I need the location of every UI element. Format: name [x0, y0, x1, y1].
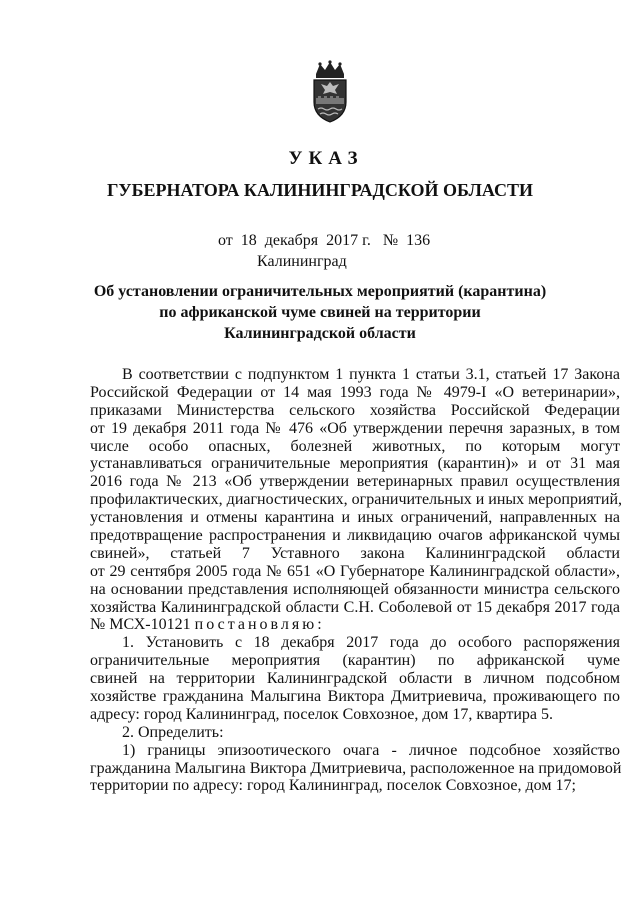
body-line: Российской Федерации от 14 мая 1993 года № 4979-I «О ветеринарии»,	[90, 383, 620, 401]
date-number-line: от 18 декабря 2017 г. № 136	[218, 232, 431, 249]
decree-formula-line	[90, 616, 620, 634]
item-2-heading: 2. Определить:	[122, 723, 224, 741]
item-2-1-line: территории по адресу: город Калининград, поселок Совхозное, дом 17;	[90, 777, 576, 795]
decree-reference: № МСХ-10121	[90, 616, 191, 634]
body-line: на основании представления исполняющей обязанности министра сельского	[90, 580, 620, 598]
item-1-line: свиней на территории Калининградской области в личном подсобном	[90, 670, 620, 688]
issuer-title: ГУБЕРНАТОРА КАЛИНИНГРАДСКОЙ ОБЛАСТИ	[106, 180, 533, 200]
item-1-line: ограничительные мероприятия (карантин) по африканской чуме	[90, 652, 620, 670]
item-1-line: хозяйстве гражданина Малыгина Виктора Дмитриевича, проживающего по	[90, 688, 620, 706]
body-line: свиней», статьей 7 Уставного закона Калининградской области	[90, 544, 620, 562]
body-line: от 29 сентября 2005 года № 651 «О Губернаторе Калининградской области»,	[90, 562, 620, 580]
subject-line: Калининградской области	[224, 325, 416, 342]
body-line: профилактических, диагностических, ограничительных и иных мероприятий,	[90, 491, 622, 509]
body-line: приказами Министерства сельского хозяйства Российской Федерации	[90, 401, 620, 419]
body-line: от 19 декабря 2011 года № 476 «Об утверждении перечня заразных, в том	[90, 419, 620, 437]
document-type-title: УКАЗ	[288, 148, 364, 169]
body-line: числе особо опасных, болезней животных, по которым могут	[90, 437, 620, 455]
subject-line: по африканской чуме свиней на территории	[159, 304, 481, 321]
item-1-line: адресу: город Калининград, поселок Совхозное, дом 17, квартира 5.	[90, 705, 553, 723]
body-line: предотвращение распространения и ликвидацию очагов африканской чумы	[90, 527, 620, 545]
subject-line: Об установлении ограничительных мероприятий (карантина)	[93, 283, 547, 300]
body-line: В соответствии с подпунктом 1 пункта 1 статьи 3.1, статьей 17 Закона	[122, 366, 620, 383]
body-line: хозяйства Калининградской области С.Н. Соболевой от 15 декабря 2017 года	[90, 598, 620, 616]
item-2-1-line: 1) границы эпизоотического очага - личное подсобное хозяйство	[122, 741, 620, 759]
coat-of-arms-icon	[306, 60, 354, 124]
body-line: 2016 года № 213 «Об утверждении ветеринарных правил осуществления	[90, 473, 620, 491]
decree-body	[90, 366, 620, 795]
body-line: устанавливаться ограничительные мероприятия (карантин)» и от 31 мая	[90, 455, 620, 473]
item-2-1-line: гражданина Малыгина Виктора Дмитриевича, расположенное на придомовой	[90, 759, 622, 777]
item-1-line: 1. Установить с 18 декабря 2017 года до особого распоряжения	[122, 634, 620, 652]
body-line: установления и отмены карантина и иных ограничений, направленных на	[90, 509, 620, 527]
decree-subject	[0, 281, 640, 344]
decree-word: постановляю:	[194, 616, 325, 634]
city-name: Калининград	[257, 253, 347, 270]
